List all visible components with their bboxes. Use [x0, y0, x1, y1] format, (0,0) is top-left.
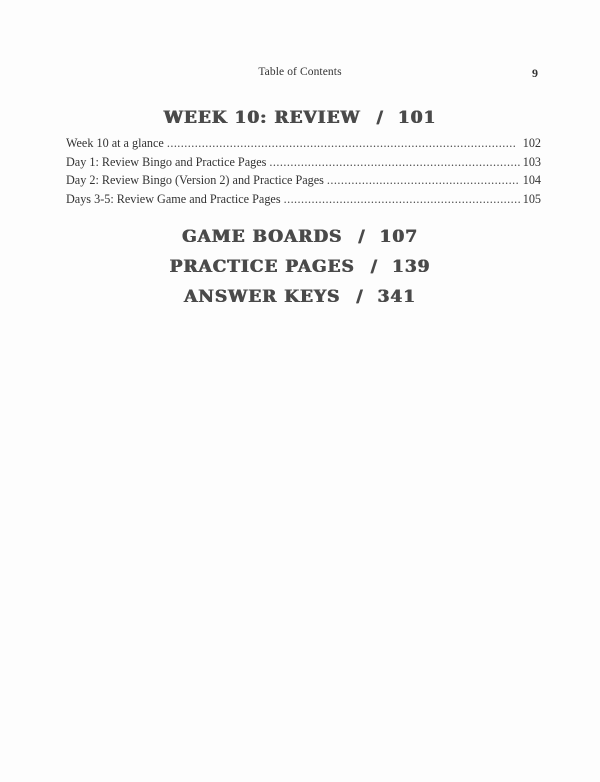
section-heading-page: 101 [397, 108, 437, 128]
section-heading-page: 107 [379, 227, 418, 247]
toc-entry-page: 105 [522, 192, 541, 207]
toc-entry-page: 104 [522, 173, 541, 188]
toc-entry [66, 136, 541, 155]
section-heading-answer-keys [0, 287, 600, 307]
toc-entry [66, 192, 541, 211]
section-heading-game-boards [0, 227, 600, 247]
toc-entry [66, 155, 541, 174]
section-heading-separator: / [370, 257, 378, 277]
running-header [0, 66, 600, 82]
toc-entry-page: 103 [522, 154, 541, 169]
section-heading-separator: / [356, 287, 364, 307]
section-heading-title: WEEK 10: REVIEW [163, 108, 361, 128]
toc-entry-label: Day 1: Review Bingo and Practice Pages [66, 154, 267, 169]
dot-leader [284, 192, 520, 207]
toc-entry-label: Week 10 at a glance [66, 136, 164, 150]
dot-leader [167, 136, 520, 151]
section-heading-title: ANSWER KEYS [184, 287, 341, 307]
section-heading-title: PRACTICE PAGES [169, 257, 355, 277]
section-heading-page: 341 [377, 287, 416, 307]
toc-entry [66, 173, 541, 192]
section-heading-separator: / [358, 227, 366, 247]
header-title: Table of Contents [258, 66, 342, 78]
section-heading-title: GAME BOARDS [182, 227, 343, 247]
section-heading-page: 139 [391, 257, 431, 277]
dot-leader [269, 155, 519, 170]
toc-entry-page: 102 [522, 136, 541, 150]
section-heading-practice-pages [0, 257, 600, 277]
toc-list-week-10 [66, 136, 541, 211]
section-heading-week-10 [0, 108, 600, 128]
toc-entry-label: Day 2: Review Bingo (Version 2) and Practice Pages [66, 173, 324, 188]
toc-entry-label: Days 3-5: Review Game and Practice Pages [66, 192, 281, 207]
section-heading-separator: / [376, 108, 384, 128]
dot-leader [327, 173, 520, 188]
header-page-number: 9 [532, 66, 538, 80]
